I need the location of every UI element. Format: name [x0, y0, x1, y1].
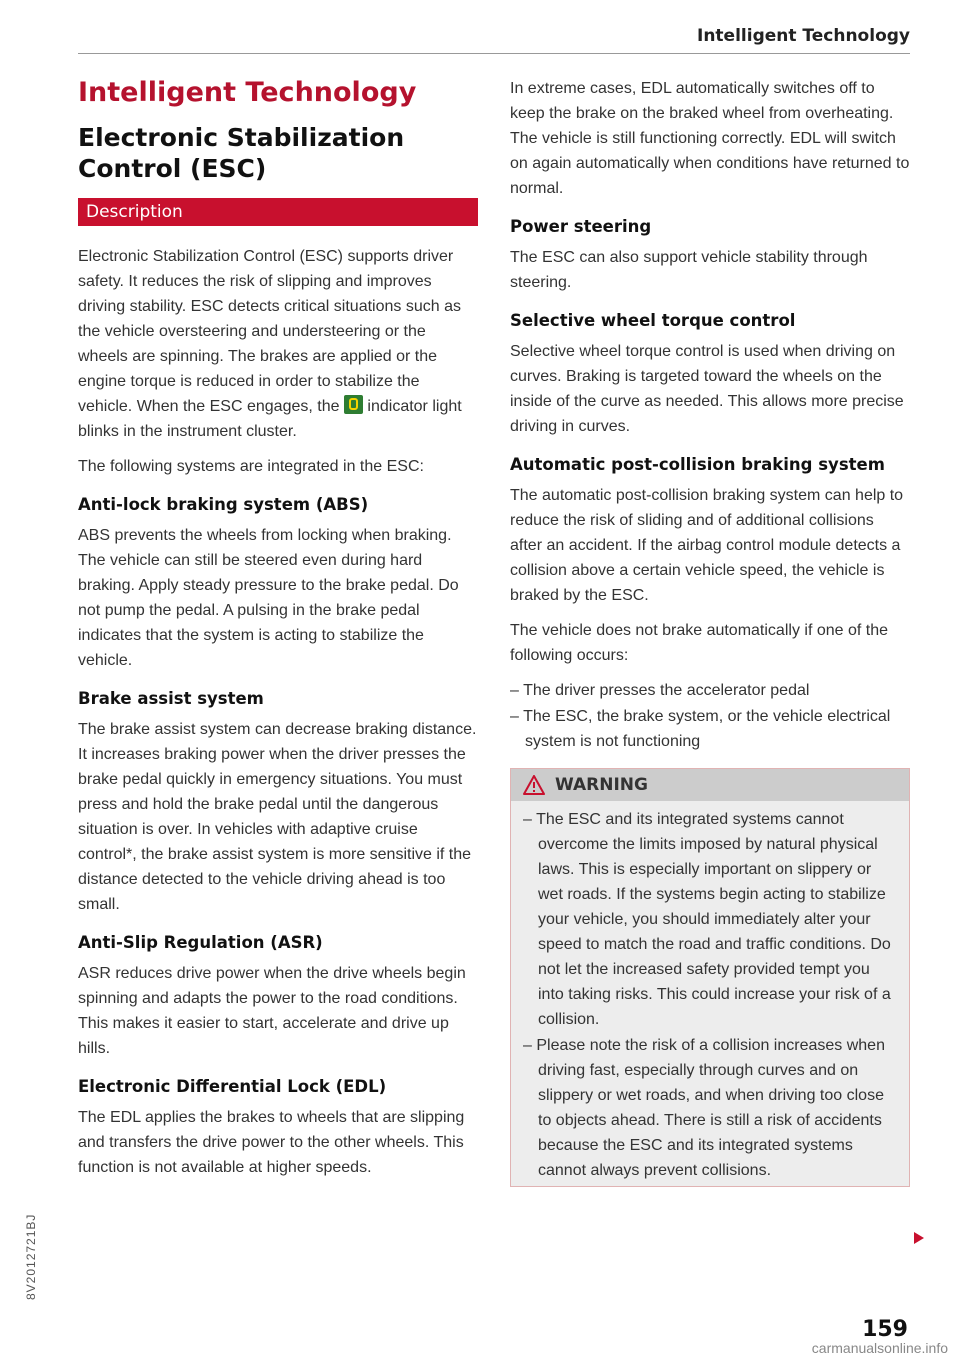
warning-list	[511, 801, 909, 1186]
asr-heading: Anti-Slip Regulation (ASR)	[78, 933, 323, 952]
brake-assist-heading: Brake assist system	[78, 689, 264, 708]
left-column	[78, 76, 478, 1190]
selective-torque-heading: Selective wheel torque control	[510, 311, 796, 330]
power-steering-heading: Power steering	[510, 217, 652, 236]
warning-header	[511, 769, 909, 801]
edl-text: The EDL applies the brakes to wheels that are slipping and transfers the drive power to the other wheels. This function is not available at higher speeds.	[78, 1109, 465, 1176]
asr-text: ASR reduces drive power when the drive wheels begin spinning and adapts the power to the road conditions. This makes it easier to start, accelerate and drive up hills.	[78, 965, 466, 1057]
document-code: 8V2012721BJ	[24, 1213, 38, 1300]
abs-text: ABS prevents the wheels from locking when braking. The vehicle can still be steered even during hard braking. Apply steady pressure to the brake pedal. Do not pump the pedal. A pulsing in the brake pedal indicates that the system is acting to stabilize the vehicle.	[78, 527, 459, 669]
edl-heading: Electronic Differential Lock (EDL)	[78, 1077, 387, 1096]
page-number: 159	[862, 1317, 908, 1342]
intro-paragraph	[78, 244, 478, 444]
selective-torque-text: Selective wheel torque control is used when driving on curves. Braking is targeted toward the wheels on the inside of the curve as needed. This allows more precise driving in curves.	[510, 343, 904, 435]
edl-extreme-text: In extreme cases, EDL automatically switches off to keep the brake on the braked wheel from overheating. The vehicle is still functioning correctly. EDL will switch on again automatically when conditions have returned to normal.	[510, 80, 910, 197]
warning-box	[510, 768, 910, 1187]
post-collision-heading: Automatic post-collision braking system	[510, 455, 885, 474]
esc-indicator-icon	[344, 395, 363, 414]
watermark: carmanualsonline.info	[811, 1340, 948, 1356]
list-item: – The driver presses the accelerator pedal	[510, 678, 910, 703]
running-header: Intelligent Technology	[697, 26, 910, 46]
intro-text-after: indicator light blinks in the instrument cluster.	[78, 398, 462, 440]
list-item: – Please note the risk of a collision increases when driving fast, especially through curves and on slippery or wet roads, and when driving too close to objects ahead. There is still a risk of accidents because the ESC and its integrated systems cannot always prevent collisions.	[523, 1033, 897, 1183]
no-brake-intro: The vehicle does not brake automatically if one of the following occurs:	[510, 622, 888, 664]
continue-arrow-icon[interactable]	[914, 1232, 924, 1244]
header-divider	[78, 53, 910, 54]
warning-triangle-icon	[523, 775, 545, 795]
warning-title: WARNING	[555, 775, 648, 795]
description-bar: Description	[78, 198, 478, 226]
systems-intro: The following systems are integrated in the ESC:	[78, 458, 424, 475]
post-collision-text: The automatic post-collision braking system can help to reduce the risk of sliding and of additional collisions after an accident. If the airbag control module detects a collision above a certain vehicle speed, the vehicle is braked by the ESC.	[510, 487, 904, 604]
power-steering-text: The ESC can also support vehicle stability through steering.	[510, 249, 868, 291]
no-brake-list	[510, 678, 910, 754]
intro-text-before: Electronic Stabilization Control (ESC) supports driver safety. It reduces the risk of slipping and improves driving stability. ESC detects critical situations such as the vehicle oversteering and understeering or the wheels are spinning. The brakes are applied or the engine torque is reduced in order to stabilize the vehicle. When the ESC engages, the	[78, 248, 461, 415]
right-column	[510, 76, 910, 1187]
chapter-title: Intelligent Technology	[78, 77, 417, 108]
abs-heading: Anti-lock braking system (ABS)	[78, 495, 369, 514]
section-title: Electronic Stabilization Control (ESC)	[78, 123, 405, 183]
brake-assist-text: The brake assist system can decrease braking distance. It increases braking power when the driver presses the brake pedal quickly in emergency situations. You must press and hold the brake pedal until the dangerous situation is over. In vehicles with adaptive cruise control*, the brake assist system is more sensitive if the distance detected to the vehicle driving ahead is too small.	[78, 721, 477, 913]
list-item: – The ESC, the brake system, or the vehicle electrical system is not functioning	[510, 704, 910, 754]
list-item: – The ESC and its integrated systems cannot overcome the limits imposed by natural physical laws. This is especially important on slippery or wet roads. If the systems begin acting to stabilize your vehicle, you should immediately alter your speed to match the road and traffic conditions. Do not let the increased safety provided tempt you into taking risks. This could increase your risk of a collision.	[523, 807, 897, 1032]
